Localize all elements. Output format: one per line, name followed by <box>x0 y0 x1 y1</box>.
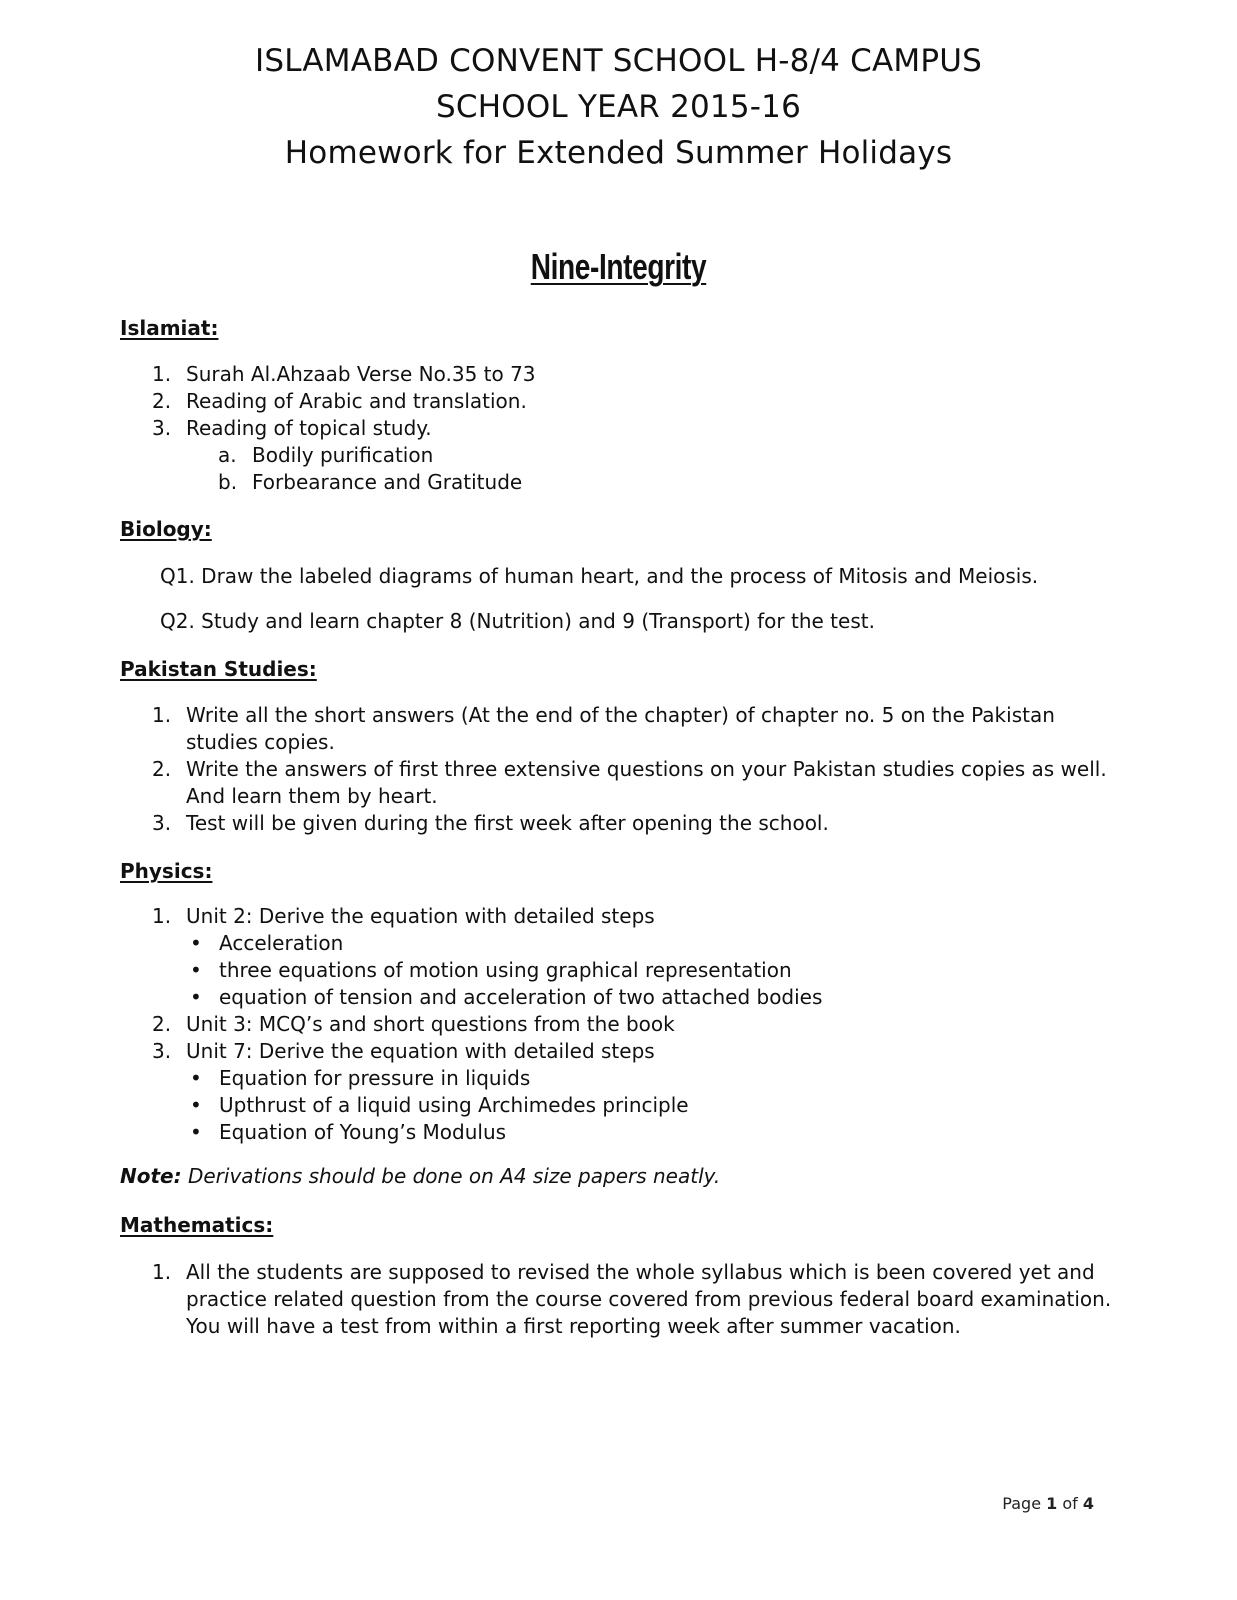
sub-item-letter: a. <box>218 443 237 467</box>
list-item <box>0 388 1237 415</box>
bullet-text: three equations of motion using graphical representation <box>219 958 792 982</box>
bullet-text: Equation for pressure in liquids <box>219 1066 531 1090</box>
bullet-icon: • <box>190 1066 202 1090</box>
item-number: 2. <box>152 757 172 781</box>
bullet-text: Equation of Young’s Modulus <box>219 1120 507 1144</box>
sub-item-text: Bodily purification <box>252 443 434 467</box>
bullet-item <box>0 930 1237 957</box>
bullet-icon: • <box>190 1120 202 1144</box>
bullet-icon: • <box>190 1093 202 1117</box>
page-of-label: of <box>1057 1494 1083 1513</box>
heading-islamiat: Islamiat: <box>120 316 219 340</box>
list-item <box>0 1259 1237 1286</box>
heading-biology: Biology: <box>120 517 212 541</box>
note-label: Note: <box>120 1164 182 1188</box>
question-text: Q2. Study and learn chapter 8 (Nutrition) and 9 (Transport) for the test. <box>160 609 875 633</box>
school-year: SCHOOL YEAR 2015-16 <box>435 89 801 125</box>
list-item <box>0 702 1237 729</box>
biology-q2 <box>0 608 1237 635</box>
list-item <box>0 756 1237 783</box>
physics-list <box>0 903 1237 1146</box>
sub-item-text: Forbearance and Gratitude <box>252 470 523 494</box>
item-text: Reading of Arabic and translation. <box>186 389 527 413</box>
item-number: 1. <box>152 1260 172 1284</box>
question-text: Q1. Draw the labeled diagrams of human heart, and the process of Mitosis and Meiosis. <box>160 564 1039 588</box>
item-text: Write all the short answers (At the end of the chapter) of chapter no. 5 on the Pakistan <box>186 703 1055 727</box>
page-number <box>1002 1494 1094 1513</box>
item-number: 3. <box>152 416 172 440</box>
bullet-item <box>0 1092 1237 1119</box>
list-item <box>0 903 1237 930</box>
bullet-icon: • <box>190 931 202 955</box>
item-text: Write the answers of first three extensive questions on your Pakistan studies copies as well. <box>186 757 1107 781</box>
list-item <box>0 1011 1237 1038</box>
note <box>120 1164 720 1188</box>
bullet-text: Upthrust of a liquid using Archimedes principle <box>219 1093 689 1117</box>
list-item-continuation <box>0 1286 1237 1313</box>
bullet-icon: • <box>190 958 202 982</box>
page-label: Page <box>1002 1494 1047 1513</box>
heading-physics: Physics: <box>120 859 213 883</box>
item-number: 3. <box>152 811 172 835</box>
bullet-text: equation of tension and acceleration of two attached bodies <box>219 985 823 1009</box>
bullet-item <box>0 984 1237 1011</box>
pakistan-studies-list <box>0 702 1237 837</box>
class-title <box>136 246 1101 288</box>
document-header <box>0 38 1237 176</box>
mathematics-list <box>0 1259 1237 1340</box>
bullet-icon: • <box>190 985 202 1009</box>
item-text: Unit 2: Derive the equation with detailed steps <box>186 904 655 928</box>
item-text: Surah Al.Ahzaab Verse No.35 to 73 <box>186 362 536 386</box>
class-title-text: Nine-Integrity <box>530 246 707 287</box>
list-item <box>0 415 1237 442</box>
item-text: Unit 7: Derive the equation with detailed steps <box>186 1039 655 1063</box>
biology-q1 <box>0 563 1237 590</box>
sub-item-letter: b. <box>218 470 238 494</box>
biology-questions <box>0 563 1237 590</box>
heading-pakistan-studies: Pakistan Studies: <box>120 657 317 681</box>
item-number: 2. <box>152 1012 172 1036</box>
list-item <box>0 810 1237 837</box>
heading-mathematics: Mathematics: <box>120 1213 274 1237</box>
item-number: 1. <box>152 362 172 386</box>
note-text: Derivations should be done on A4 size papers neatly. <box>181 1164 721 1188</box>
bullet-item <box>0 1065 1237 1092</box>
item-text: Unit 3: MCQ’s and short questions from the book <box>186 1012 675 1036</box>
item-number: 1. <box>152 904 172 928</box>
item-text: You will have a test from within a first reporting week after summer vacation. <box>186 1314 961 1338</box>
list-item <box>0 1038 1237 1065</box>
total-pages: 4 <box>1082 1494 1094 1513</box>
school-name: ISLAMABAD CONVENT SCHOOL H-8/4 CAMPUS <box>254 43 983 79</box>
item-text: practice related question from the course covered from previous federal board examination. <box>186 1287 1112 1311</box>
item-text: Test will be given during the first week after opening the school. <box>186 811 829 835</box>
list-item-continuation <box>0 1313 1237 1340</box>
bullet-item <box>0 957 1237 984</box>
item-text: Reading of topical study. <box>186 416 432 440</box>
item-text: All the students are supposed to revised the whole syllabus which is been covered yet and <box>186 1260 1095 1284</box>
item-text: studies copies. <box>186 730 335 754</box>
list-item-continuation <box>0 729 1237 756</box>
bullet-item <box>0 1119 1237 1146</box>
item-text: And learn them by heart. <box>186 784 438 808</box>
sub-list-item <box>0 442 1237 469</box>
list-item <box>0 361 1237 388</box>
current-page: 1 <box>1046 1494 1058 1513</box>
biology-questions-2 <box>0 608 1237 635</box>
bullet-text: Acceleration <box>219 931 344 955</box>
item-number: 1. <box>152 703 172 727</box>
islamiat-list <box>0 361 1237 496</box>
list-item-continuation <box>0 783 1237 810</box>
item-number: 2. <box>152 389 172 413</box>
document-title: Homework for Extended Summer Holidays <box>284 135 953 171</box>
item-number: 3. <box>152 1039 172 1063</box>
sub-list-item <box>0 469 1237 496</box>
